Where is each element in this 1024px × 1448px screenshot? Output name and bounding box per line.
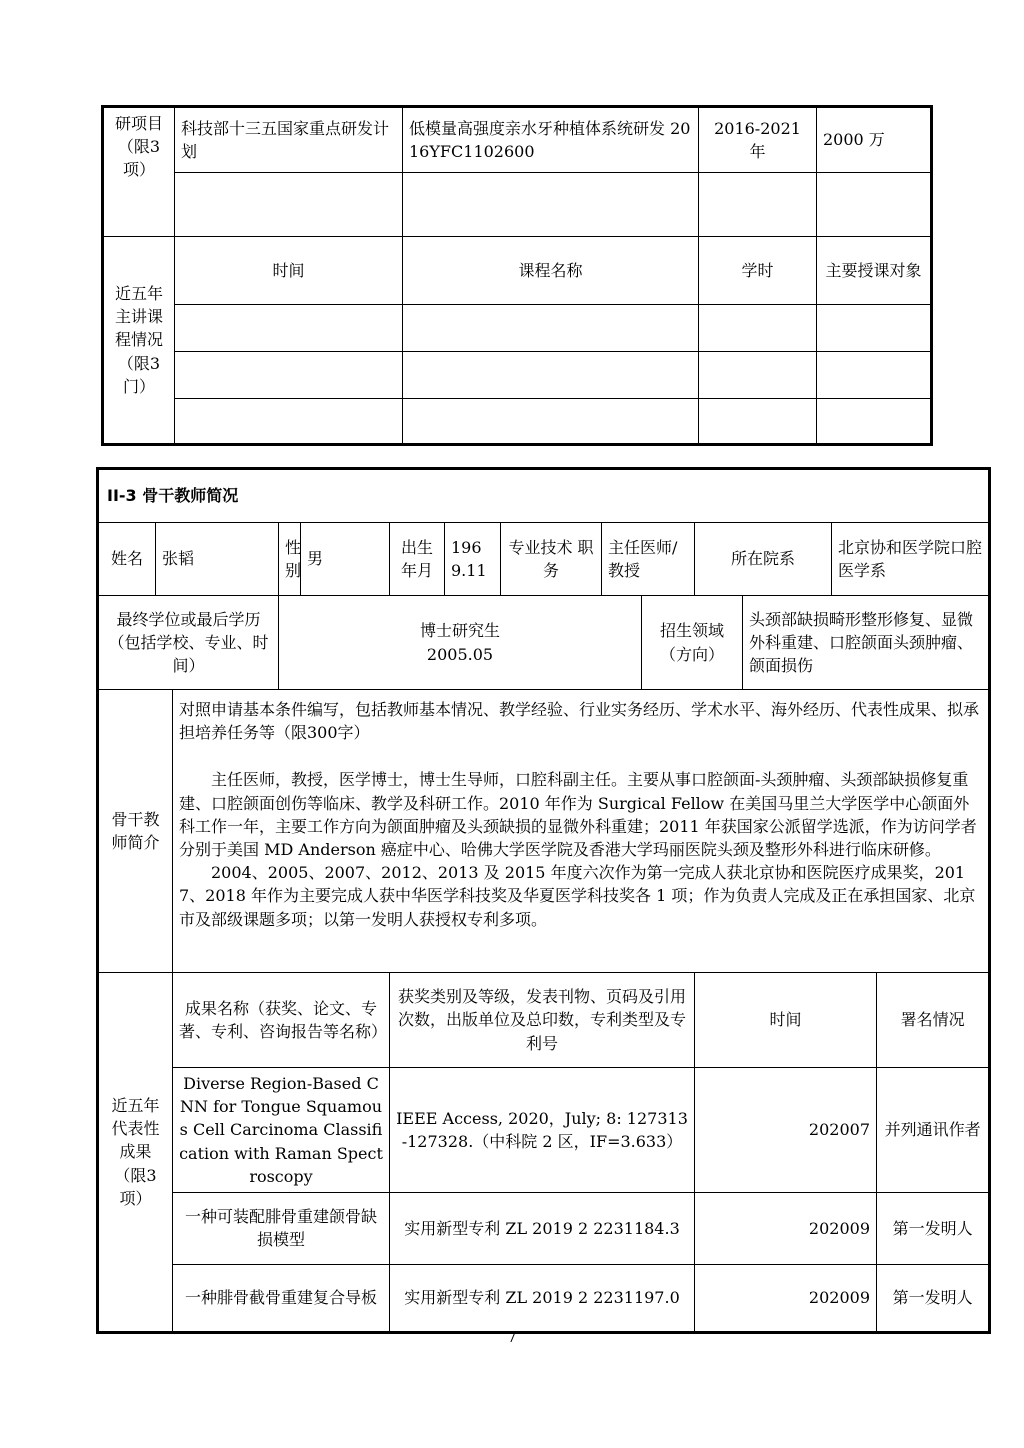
- course-time: [175, 399, 403, 445]
- course-name: [403, 399, 699, 445]
- page-number: 7: [507, 1328, 517, 1346]
- birth-label: 出生年月: [390, 523, 445, 596]
- degree-label: 最终学位或最后学历（包括学校、专业、时间）: [98, 596, 279, 690]
- achievement-name: 一种腓骨截骨重建复合导板: [173, 1264, 390, 1332]
- courses-header-audience: 主要授课对象: [817, 237, 932, 305]
- achievements-header-sign: 署名情况: [877, 973, 990, 1068]
- projects-courses-table: [101, 105, 933, 446]
- project-name-empty: [403, 173, 699, 237]
- gender-label: 性别: [279, 523, 301, 596]
- achievement-sign: 并列通讯作者: [877, 1068, 990, 1193]
- project-amount-empty: [817, 173, 932, 237]
- courses-header-hours: 学时: [699, 237, 817, 305]
- teacher-profile-table: [96, 467, 991, 1334]
- course-audience: [817, 305, 932, 352]
- achievement-name: Diverse Region-Based CNN for Tongue Squamous Cell Carcinoma Classification with Raman Spectroscopy: [173, 1068, 390, 1193]
- bio-content: [173, 690, 990, 973]
- bio-paragraph: 主任医师，教授，医学博士，博士生导师，口腔科副主任。主要从事口腔颌面-头颈肿瘤、头颈部缺损修复重建、口腔颌面创伤等临床、教学及科研工作。2010 年作为 Surgical Fellow 在美国马里兰大学医学中心颌面外科工作一年，主要工作方向为颌面肿瘤及头颈缺损的显微外科重建；2011 年获国家公派留学选派，作为访问学者分别于美国 MD Anderson 癌症中心、哈佛大学医学院及香港大学玛丽医院头颈及整形外科进行临床研修。: [179, 770, 977, 859]
- teacher-degree: [279, 596, 642, 690]
- teacher-dept: 北京协和医学院口腔医学系: [832, 523, 990, 596]
- achievements-header-name: 成果名称（获奖、论文、专著、专利、咨询报告等名称）: [173, 973, 390, 1068]
- bio-paragraph: 2004、2005、2007、2012、2013 及 2015 年度六次作为第一完成人获北京协和医院医疗成果奖，2017、2018 年作为主要完成人获中华医学科技奖及华夏医学科技奖各 1 项；作为负责人完成及正在承担国家、北京市及部级课题多项；以第一发明人获授权专利多项。: [179, 863, 976, 929]
- project-period: 2016-2021 年: [699, 107, 817, 173]
- achievement-time: 202009: [695, 1192, 877, 1264]
- project-source: 科技部十三五国家重点研发计划: [175, 107, 403, 173]
- course-hours: [699, 352, 817, 399]
- field-label: 招生领域（方向）: [642, 596, 743, 690]
- achievement-sign: 第一发明人: [877, 1192, 990, 1264]
- teacher-gender: 男: [301, 523, 390, 596]
- course-hours: [699, 399, 817, 445]
- achievement-detail: IEEE Access, 2020，July; 8: 127313-127328.（中科院 2 区，IF=3.633）: [390, 1068, 695, 1193]
- course-name: [403, 352, 699, 399]
- achievements-label: 近五年代表性成果（限3项）: [98, 973, 173, 1333]
- course-audience: [817, 399, 932, 445]
- courses-header-time: 时间: [175, 237, 403, 305]
- achievement-detail: 实用新型专利 ZL 2019 2 2231197.0: [390, 1264, 695, 1332]
- achievement-detail: 实用新型专利 ZL 2019 2 2231184.3: [390, 1192, 695, 1264]
- name-label: 姓名: [98, 523, 156, 596]
- project-name: 低模量高强度亲水牙种植体系统研发 2016YFC1102600: [403, 107, 699, 173]
- courses-header-name: 课程名称: [403, 237, 699, 305]
- achievements-header-time: 时间: [695, 973, 877, 1068]
- course-audience: [817, 352, 932, 399]
- course-time: [175, 352, 403, 399]
- section-title: II-3 骨干教师简况: [98, 469, 990, 523]
- teacher-name: 张韬: [156, 523, 279, 596]
- achievements-header-detail: 获奖类别及等级，发表刊物、页码及引用次数，出版单位及总印数，专利类型及专利号: [390, 973, 695, 1068]
- achievement-name: 一种可装配腓骨重建颌骨缺损模型: [173, 1192, 390, 1264]
- degree-value: 博士研究生: [419, 621, 500, 641]
- course-name: [403, 305, 699, 352]
- course-hours: [699, 305, 817, 352]
- teacher-birth: 1969.11: [445, 523, 501, 596]
- teacher-field: 头颈部缺损畸形整形修复、显微外科重建、口腔颌面头颈肿瘤、颌面损伤: [743, 596, 990, 690]
- bio-instruction: 对照申请基本条件编写，包括教师基本情况、教学经验、行业实务经历、学术水平、海外经历、代表性成果、拟承担培养任务等（限300字）: [179, 700, 980, 743]
- degree-date: 2005.05: [426, 644, 494, 664]
- project-amount: 2000 万: [817, 107, 932, 173]
- achievement-time: 202007: [695, 1068, 877, 1193]
- title-label: 专业技术 职 务: [501, 523, 602, 596]
- achievement-sign: 第一发明人: [877, 1264, 990, 1332]
- course-time: [175, 305, 403, 352]
- project-source-empty: [175, 173, 403, 237]
- courses-label: 近五年主讲课程情况（限3门）: [103, 237, 175, 445]
- dept-label: 所在院系: [695, 523, 832, 596]
- teacher-title: 主任医师/教授: [602, 523, 695, 596]
- project-period-empty: [699, 173, 817, 237]
- achievement-time: 202009: [695, 1264, 877, 1332]
- projects-label: 研项目（限3项）: [103, 107, 175, 237]
- bio-label: 骨干教师简介: [98, 690, 173, 973]
